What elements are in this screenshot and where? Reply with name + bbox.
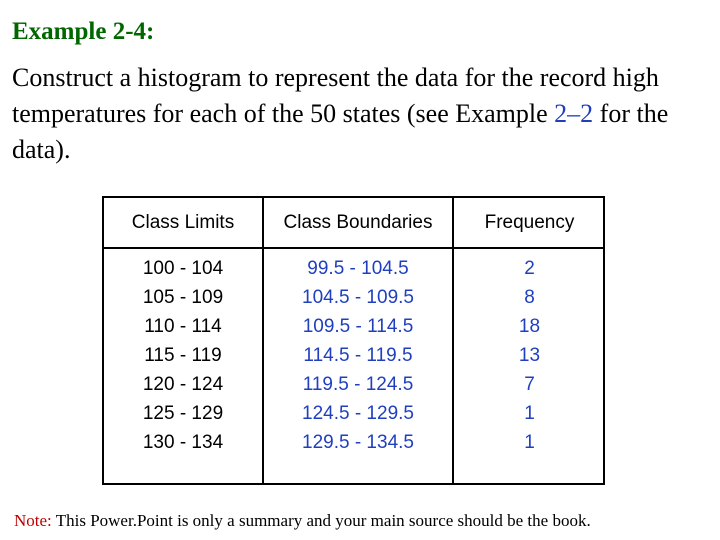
class-boundary-cell: 129.5 - 134.5 xyxy=(302,432,414,453)
frequency-cell: 7 xyxy=(524,374,535,395)
intro-text-after: for the data). xyxy=(12,99,669,164)
class-limit-cell: 100 - 104 xyxy=(142,258,224,279)
class-limit-cell: 110 - 114 xyxy=(144,316,222,337)
header-divider xyxy=(104,247,603,249)
class-boundary-cell: 109.5 - 114.5 xyxy=(302,316,414,337)
class-boundary-cell: 119.5 - 124.5 xyxy=(302,374,414,395)
frequency-cell: 13 xyxy=(518,345,541,366)
frequency-cell: 8 xyxy=(524,287,535,308)
footer-note xyxy=(14,511,591,531)
example-reference: 2–2 xyxy=(554,99,594,128)
note-text: This Power.Point is only a summary and your main source should be the book. xyxy=(51,511,591,530)
class-limit-cell: 120 - 124 xyxy=(142,374,224,395)
class-limit-cell: 105 - 109 xyxy=(142,287,224,308)
class-boundary-cell: 124.5 - 129.5 xyxy=(302,403,414,424)
header-class-limits: Class Limits xyxy=(131,212,235,233)
class-limit-cell: 115 - 119 xyxy=(144,345,222,366)
header-frequency: Frequency xyxy=(484,212,575,233)
frequency-cell: 1 xyxy=(524,432,535,453)
note-label: Note: xyxy=(14,511,52,530)
class-boundary-cell: 99.5 - 104.5 xyxy=(307,258,409,279)
class-boundaries-column xyxy=(264,254,452,457)
class-limit-cell: 125 - 129 xyxy=(142,403,224,424)
frequency-cell: 2 xyxy=(524,258,535,279)
intro-paragraph xyxy=(12,60,712,168)
frequency-column xyxy=(454,254,605,457)
slide-title: Example 2-4: xyxy=(12,18,155,45)
frequency-cell: 18 xyxy=(518,316,541,337)
class-boundary-cell: 114.5 - 119.5 xyxy=(303,345,413,366)
frequency-cell: 1 xyxy=(524,403,535,424)
class-limit-cell: 130 - 134 xyxy=(142,432,224,453)
class-limits-column xyxy=(104,254,262,457)
class-boundary-cell: 104.5 - 109.5 xyxy=(302,287,414,308)
header-class-boundaries: Class Boundaries xyxy=(283,212,433,233)
frequency-table xyxy=(102,196,605,485)
intro-text-before: Construct a histogram to represent the data for the record high temperatures for each of the 50 states (see Example xyxy=(12,63,659,128)
